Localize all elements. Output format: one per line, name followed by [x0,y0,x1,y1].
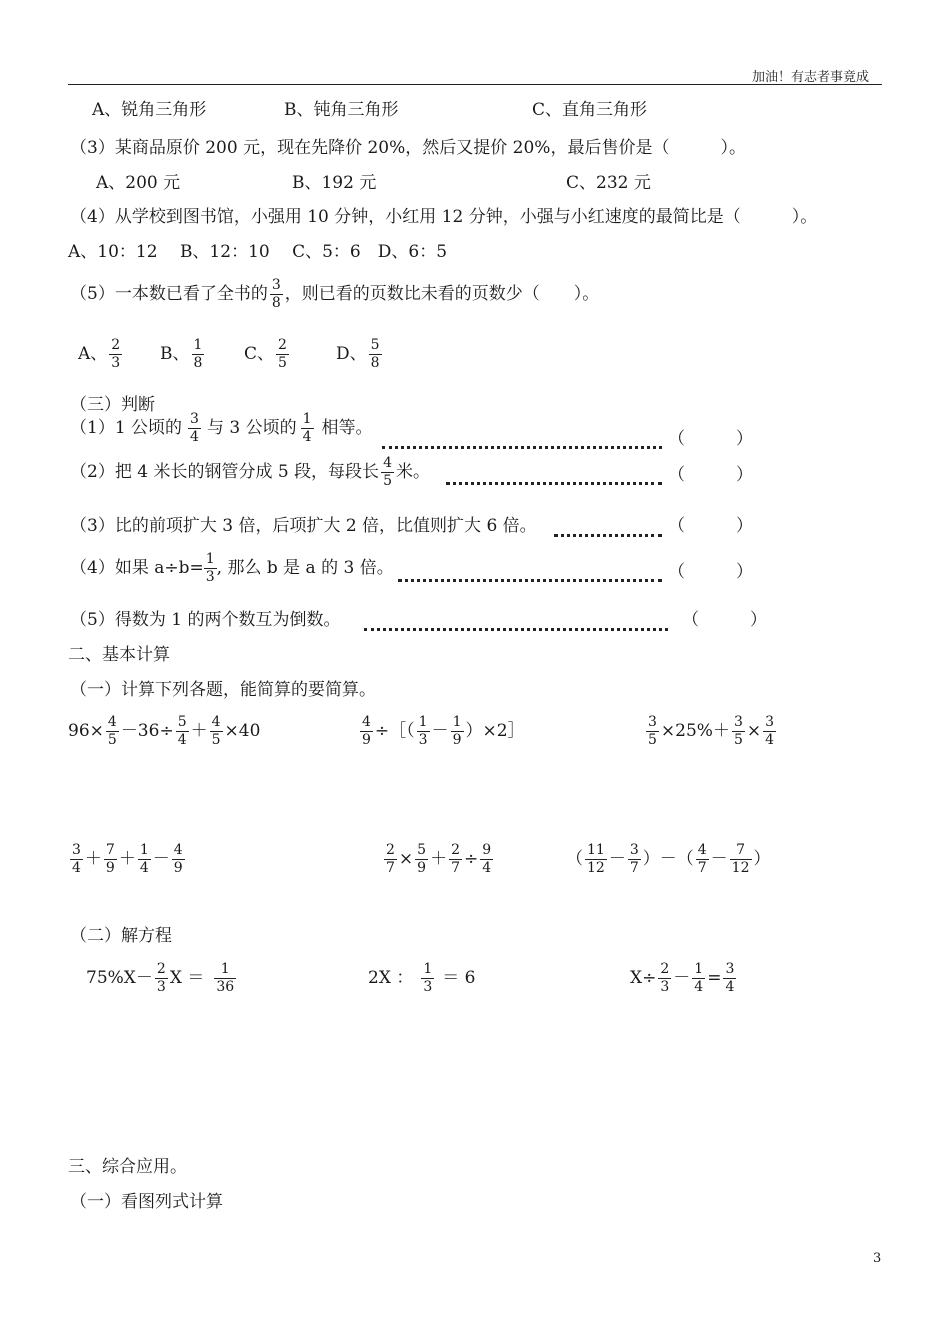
header-rule [68,84,882,85]
q3-option-a: A、200 元 [96,173,181,193]
q5-option-b: B、 $\frac{1}{8}$ [160,337,203,371]
q5-post: ，则已看的页数比未看的页数少（ ）。 [284,284,600,304]
judge-item-3: （3）比的前项扩大 3 倍，后项扩大 2 倍，比值则扩大 6 倍。 [70,516,537,536]
equation-2: 2X ： $\frac{1}{3}$ ＝ 6 [368,961,476,995]
q5-option-c: C、 $\frac{2}{5}$ [244,337,287,371]
q3-option-b: B、192 元 [292,173,377,193]
section-2-sub2: （二）解方程 [70,926,172,946]
judge-1-paren: （ ） [668,429,753,449]
q2-option-b: B、钝角三角形 [284,100,399,120]
judge-item-1: （1）1 公顷的 $\frac{3}{4}$ 与 3 公顷的 $\frac{1}{4}$ 相等。 [70,411,373,445]
judge-item-2: （2）把 4 米长的钢管分成 5 段，每段长 $\frac{4}{5}$ 米。 [70,455,430,489]
q5-fraction: $\frac{3}{8}$ [271,277,281,311]
q2-option-c: C、直角三角形 [532,100,648,120]
q3-text: （3）某商品原价 200 元，现在先降价 20%，然后又提价 20%，最后售价是（ ）。 [70,138,746,158]
section-3-title: 三、综合应用。 [68,1157,187,1177]
judge-2-dots [446,482,662,485]
q4-options: A、10：12 B、12：10 C、5：6 D、6：5 [68,242,448,262]
q3-option-c: C、232 元 [566,173,651,193]
calc-expr-1: 96× $\frac{4}{5}$ －36÷ $\frac{5}{4}$ ＋ $\frac{4}{5}$ ×40 [68,714,261,748]
calc-expr-2: $\frac{4}{9}$ ÷［（ $\frac{1}{3}$ － $\frac{1}{9}$ ）×2］ [362,714,525,748]
equation-1: 75%X－ $\frac{2}{3}$ X ＝ $\frac{1}{36}$ [86,961,235,995]
calc-expr-6: （ $\frac{11}{12}$ － $\frac{3}{7}$ ）－（ $\frac{4}{7}$ － $\frac{7}{12}$ ） [566,842,771,876]
q2-option-a: A、锐角三角形 [92,100,207,120]
equation-3: X÷ $\frac{2}{3}$ － $\frac{1}{4}$ = $\frac{3}{4}$ [630,961,735,995]
judge-2-paren: （ ） [668,465,753,485]
q5-question [70,278,599,311]
judge-item-5: （5）得数为 1 的两个数互为倒数。 [70,610,341,630]
q5-pre: （5）一本数已看了全书的 [70,284,268,304]
q4-text: （4）从学校到图书馆，小强用 10 分钟，小红用 12 分钟，小强与小红速度的最简比是（ ）。 [70,207,818,227]
judge-3-dots [554,534,662,537]
judge-5-paren: （ ） [682,610,767,630]
q5-option-d: D、 $\frac{5}{8}$ [336,337,380,371]
judge-3-paren: （ ） [668,516,753,536]
calc-expr-3: $\frac{3}{5}$ ×25%＋ $\frac{3}{5}$ × $\frac{3}{4}$ [648,714,775,748]
section-3-sub1: （一）看图列式计算 [70,1192,223,1212]
page-header: 加油！有志者事竟成 [752,70,870,85]
judge-title: （三）判断 [70,395,155,415]
judge-item-4: （4）如果 a÷b= $\frac{1}{3}$ , 那么 b 是 a 的 3 倍。 [70,551,394,585]
calc-expr-5: $\frac{2}{7}$ × $\frac{5}{9}$ ＋ $\frac{2}{7}$ ÷ $\frac{9}{4}$ [386,842,492,876]
section-2-title: 二、基本计算 [68,645,170,665]
q5-option-a: A、 $\frac{2}{3}$ [78,337,121,371]
judge-1-dots [382,446,662,449]
section-2-sub1: （一）计算下列各题，能简算的要简算。 [70,680,376,700]
judge-5-dots [364,628,668,631]
judge-4-dots [398,579,662,582]
page-number: 3 [873,1251,882,1266]
judge-4-paren: （ ） [668,562,753,582]
calc-expr-4: $\frac{3}{4}$ ＋ $\frac{7}{9}$ ＋ $\frac{1}{4}$ － $\frac{4}{9}$ [72,842,183,876]
